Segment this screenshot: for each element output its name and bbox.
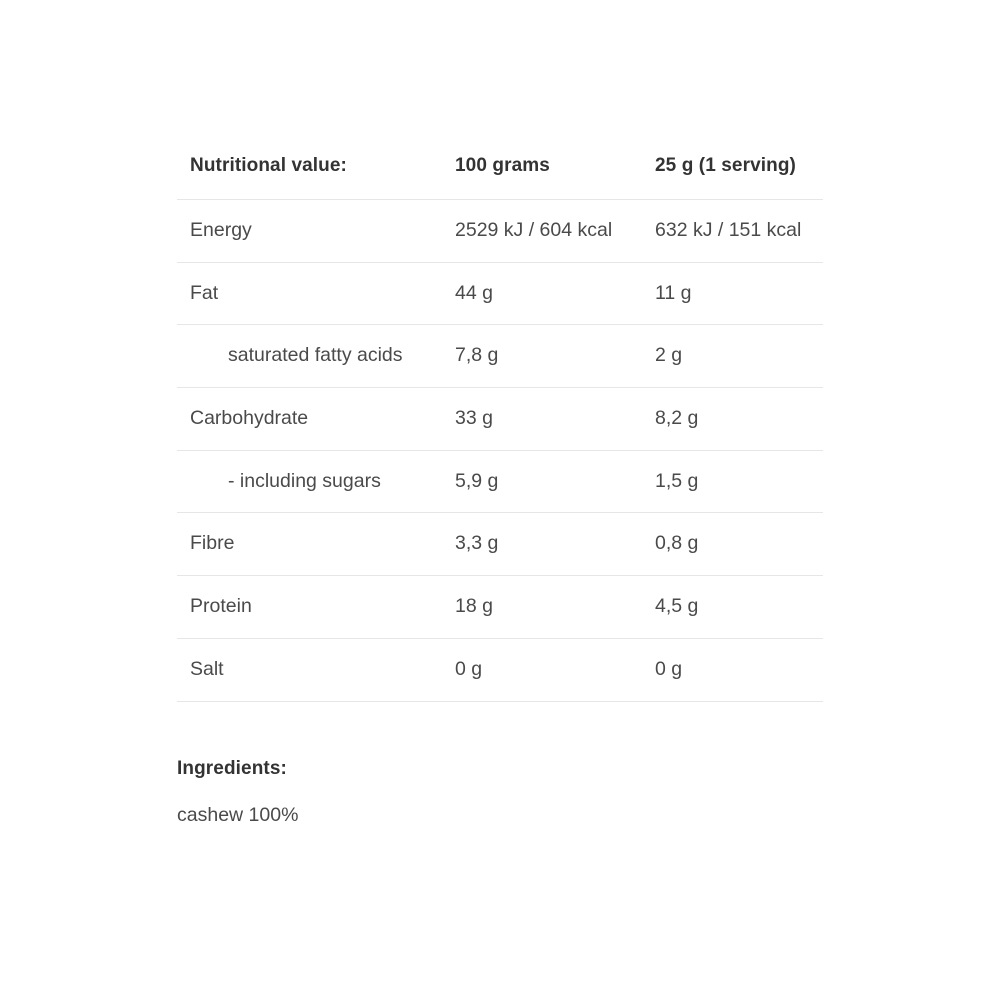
row-value-fibre-100g: 3,3 g xyxy=(455,532,499,555)
row-value-salt-serving: 0 g xyxy=(655,657,683,680)
ingredients-list: cashew 100% xyxy=(177,803,299,826)
row-label-salt: Salt xyxy=(190,657,224,680)
row-value-carbohydrate-serving: 8,2 g xyxy=(655,407,699,430)
row-value-including-sugars-100g: 5,9 g xyxy=(455,469,499,492)
ingredients-heading: Ingredients: xyxy=(177,757,287,779)
row-value-fat-serving: 11 g xyxy=(655,281,692,304)
table-row xyxy=(177,262,823,325)
row-label-carbohydrate: Carbohydrate xyxy=(190,407,309,430)
nutrition-table xyxy=(177,155,823,702)
row-label-including-sugars: - including sugars xyxy=(228,469,381,492)
table-row xyxy=(177,576,823,639)
column-header-per-serving: 25 g (1 serving) xyxy=(655,155,796,176)
table-header xyxy=(177,155,823,200)
row-value-including-sugars-serving: 1,5 g xyxy=(655,469,699,492)
table-row xyxy=(177,388,823,451)
content-area xyxy=(177,155,823,827)
row-value-saturated-fatty-acids-100g: 7,8 g xyxy=(455,344,499,367)
table-body xyxy=(177,200,823,702)
table-row xyxy=(177,325,823,388)
row-value-protein-serving: 4,5 g xyxy=(655,595,699,618)
column-header-per-100-grams: 100 grams xyxy=(455,155,550,176)
row-label-fibre: Fibre xyxy=(190,532,235,555)
row-label-protein: Protein xyxy=(190,595,252,618)
row-value-carbohydrate-100g: 33 g xyxy=(455,407,493,430)
table-row xyxy=(177,450,823,513)
table-row xyxy=(177,200,823,263)
row-label-saturated-fatty-acids: saturated fatty acids xyxy=(228,344,403,367)
row-value-salt-100g: 0 g xyxy=(455,657,483,680)
row-value-fibre-serving: 0,8 g xyxy=(655,532,699,555)
table-row xyxy=(177,638,823,701)
row-value-protein-100g: 18 g xyxy=(455,595,493,618)
table-row xyxy=(177,513,823,576)
row-value-fat-100g: 44 g xyxy=(455,281,493,304)
table-header-row xyxy=(177,155,823,200)
row-value-energy-serving: 632 kJ / 151 kcal xyxy=(655,219,802,241)
column-header-nutritional-value: Nutritional value: xyxy=(190,155,347,176)
row-value-energy-100g: 2529 kJ / 604 kcal xyxy=(455,219,613,241)
row-label-energy: Energy xyxy=(190,219,252,241)
row-value-saturated-fatty-acids-serving: 2 g xyxy=(655,344,683,367)
row-label-fat: Fat xyxy=(190,281,219,304)
